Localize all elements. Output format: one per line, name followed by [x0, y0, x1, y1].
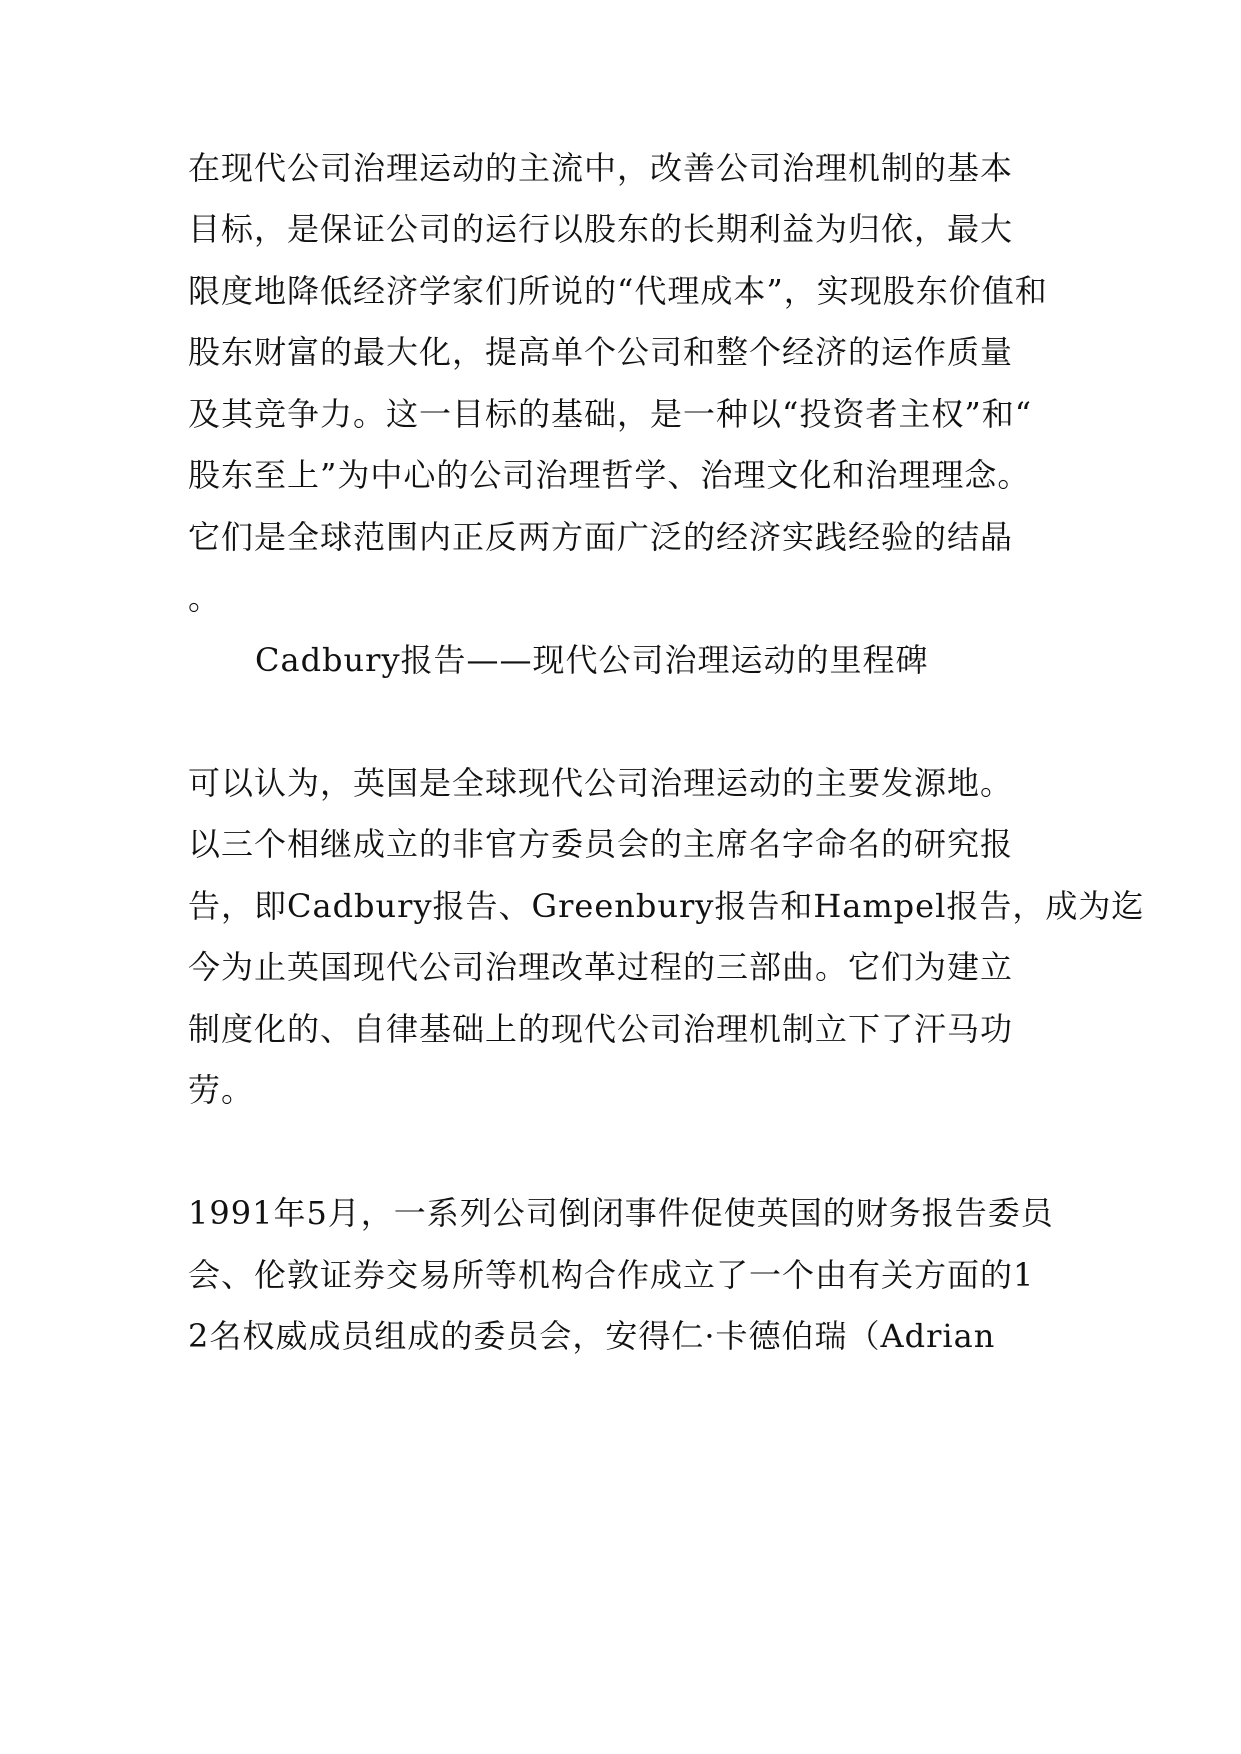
text-line: 可以认为，英国是全球现代公司治理运动的主要发源地。 [188, 764, 1014, 802]
text-line: 1991年5月，一系列公司倒闭事件促使英国的财务报告委员 [188, 1194, 1054, 1232]
text-line: 股东至上”为中心的公司治理哲学、治理文化和治理理念。 [188, 456, 1031, 494]
text-line: 劳。 [188, 1071, 255, 1109]
text-line: 目标，是保证公司的运行以股东的长期利益为归依，最大 [188, 210, 1014, 248]
text-line: 。 [188, 579, 222, 617]
text-line: 在现代公司治理运动的主流中，改善公司治理机制的基本 [188, 149, 1014, 187]
text-line: 告，即Cadbury报告、Greenbury报告和Hampel报告，成为迄 [188, 887, 1145, 925]
text-line: 以三个相继成立的非官方委员会的主席名字命名的研究报 [188, 825, 1014, 863]
text-line: 2名权威成员组成的委员会，安得仁·卡德伯瑞（Adrian [188, 1317, 996, 1355]
text-line: 限度地降低经济学家们所说的“代理成本”，实现股东价值和 [188, 272, 1048, 310]
text-line: 今为止英国现代公司治理改革过程的三部曲。它们为建立 [188, 948, 1014, 986]
text-line: 它们是全球范围内正反两方面广泛的经济实践经验的结晶 [188, 518, 1014, 556]
text-line: 制度化的、自律基础上的现代公司治理机制立下了汗马功 [188, 1010, 1014, 1048]
text-line: 股东财富的最大化，提高单个公司和整个经济的运作质量 [188, 333, 1014, 371]
text-line: 会、伦敦证券交易所等机构合作成立了一个由有关方面的1 [188, 1256, 1035, 1294]
text-line: 及其竞争力。这一目标的基础，是一种以“投资者主权”和“ [188, 395, 1033, 433]
section-heading: Cadbury报告——现代公司治理运动的里程碑 [255, 641, 929, 679]
